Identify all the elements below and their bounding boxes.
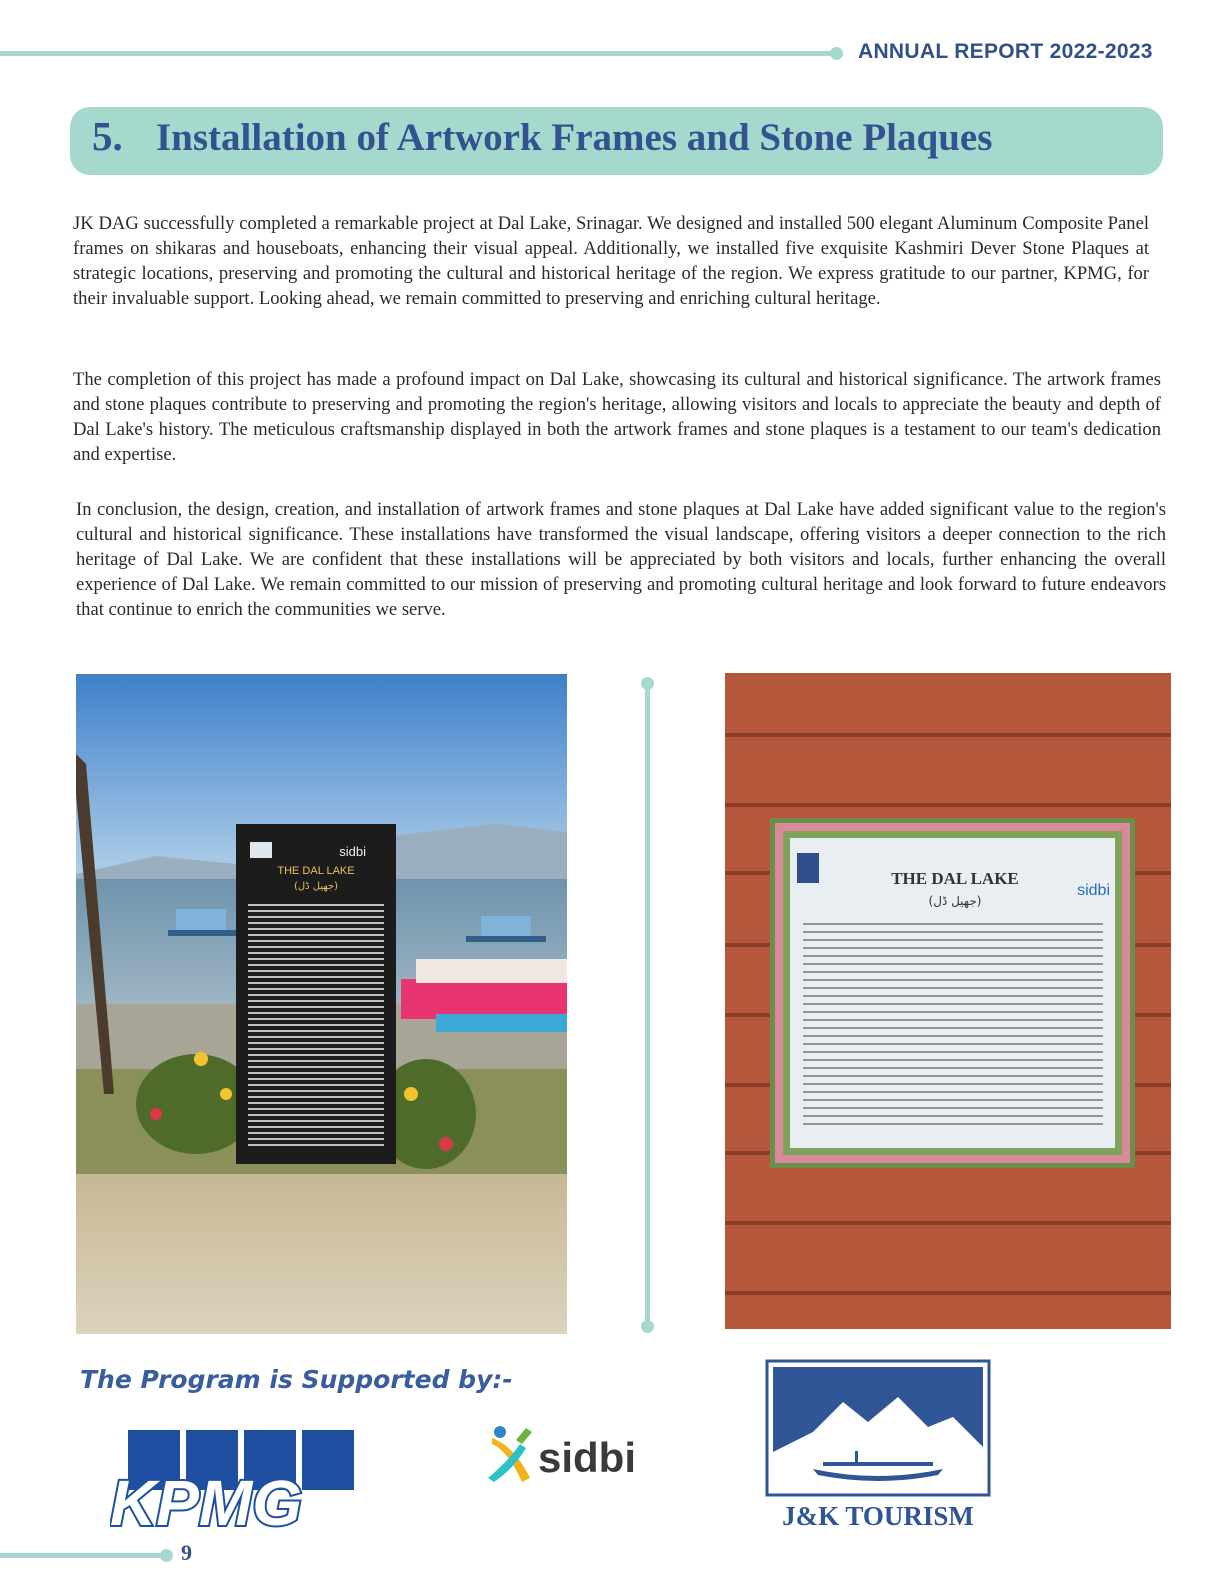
section-title: Installation of Artwork Frames and Stone Plaques	[156, 116, 993, 159]
divider-dot-top	[641, 677, 654, 690]
right-plaque-logo: sidbi	[1077, 882, 1110, 899]
header-rule	[0, 51, 838, 56]
left-plaque-title: THE DAL LAKE	[277, 865, 355, 877]
left-plaque-logo: sidbi	[339, 844, 366, 859]
right-plaque-subtitle: (جھیل ڈل)	[928, 894, 982, 908]
left-plaque-subtitle: (جھیل ڈل)	[293, 881, 339, 892]
photo-divider	[645, 686, 650, 1326]
photo-artwork-frame	[725, 673, 1171, 1329]
kpmg-logo	[110, 1430, 360, 1530]
sidbi-logo	[480, 1420, 680, 1500]
footer-rule-dot	[160, 1549, 173, 1562]
jk-tourism-wordmark: J&K TOURISM	[782, 1501, 974, 1531]
footer-rule	[0, 1553, 168, 1558]
photo-stone-plaque	[76, 674, 567, 1334]
page-number: 9	[181, 1540, 192, 1565]
paragraph-impact: The completion of this project has made a profound impact on Dal Lake, showcasing its cultural and historical significance. The artwork frames and stone plaques contribute to preserving and promoting the region's heritage, allowing visitors and locals to appreciate the beauty and depth of Dal Lake's history. The meticulous craftsmanship displayed in both the artwork frames and stone plaques is a testament to our team's dedication and expertise.	[73, 369, 1161, 465]
paragraph-intro: JK DAG successfully completed a remarkable project at Dal Lake, Srinagar. We designed and installed 500 elegant Aluminum Composite Panel frames on shikaras and houseboats, enhancing their visual appeal. Additionally, we installed five exquisite Kashmiri Dever Stone Plaques at strategic locations, preserving and promoting the cultural and historical heritage of the region. We express gratitude to our partner, KPMG, for their invaluable support. Looking ahead, we remain committed to preserving and enriching cultural heritage.	[73, 213, 1149, 309]
section-heading-banner	[70, 107, 1163, 175]
header-rule-dot	[830, 47, 843, 60]
section-number: 5.	[92, 113, 123, 159]
jk-tourism-logo	[763, 1357, 1013, 1532]
right-plaque-title: THE DAL LAKE	[891, 869, 1019, 888]
sidbi-wordmark: sidbi	[538, 1434, 637, 1481]
paragraph-conclusion: In conclusion, the design, creation, and installation of artwork frames and stone plaques at Dal Lake have added significant value to the region's cultural and historical significance. These installations have transformed the visual landscape, offering visitors a deeper connection to the rich heritage of Dal Lake. We are confident that these installations will be appreciated by both visitors and locals, further enhancing the overall experience of Dal Lake. We remain committed to our mission of preserving and promoting cultural heritage and look forward to future endeavors that continue to enrich the communities we serve.	[76, 499, 1166, 620]
divider-dot-bottom	[641, 1320, 654, 1333]
kpmg-wordmark: KPMG	[110, 1467, 302, 1530]
supported-by-heading: The Program is Supported by:-	[80, 1365, 513, 1394]
report-title: ANNUAL REPORT 2022-2023	[858, 40, 1153, 63]
